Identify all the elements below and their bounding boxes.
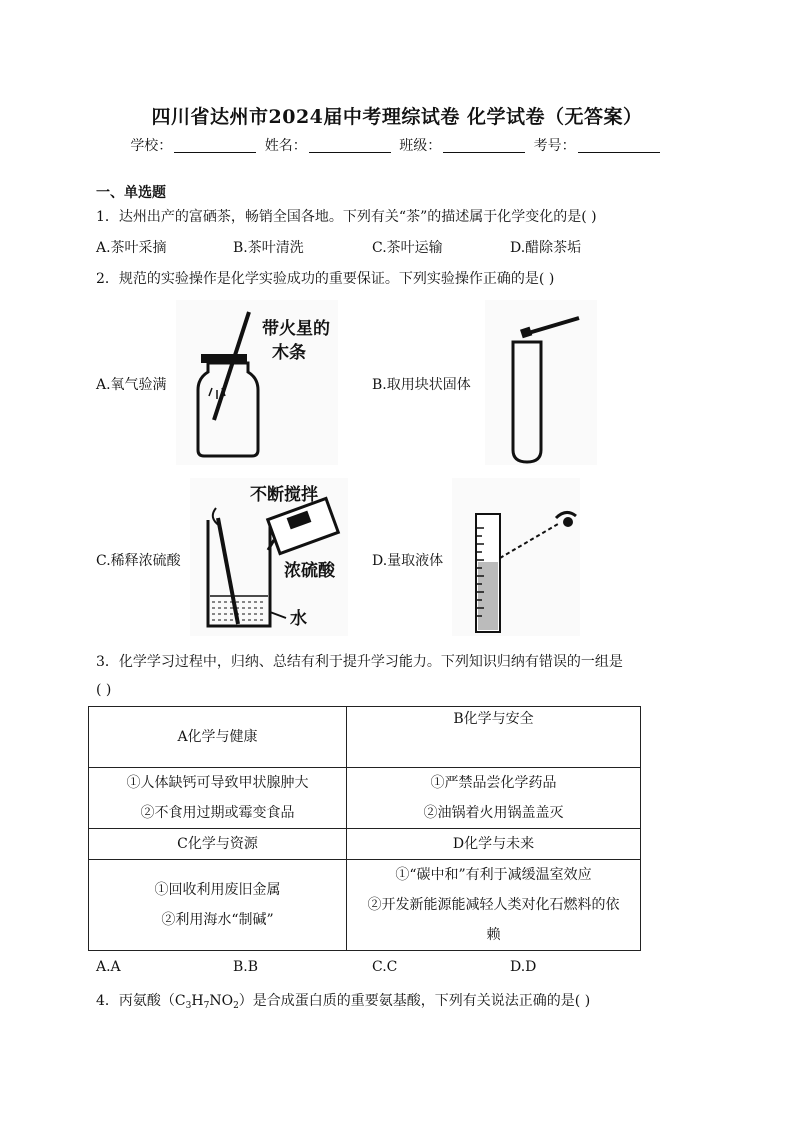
- cell-a-item-1: ①人体缺钙可导致甲状腺肿大: [126, 775, 309, 791]
- name-blank[interactable]: [309, 138, 391, 153]
- knowledge-table: [88, 706, 641, 951]
- q4-formula: [175, 993, 239, 1009]
- formula-o-sub: 2: [233, 1001, 239, 1011]
- fig-a-label-line1: 带火星的: [262, 319, 330, 339]
- q1-option-a[interactable]: A.茶叶采摘: [96, 240, 167, 256]
- name-label: 姓名：: [264, 138, 307, 154]
- cell-c-body: [89, 860, 347, 951]
- student-info-line: [0, 135, 794, 155]
- cell-b-body: [347, 768, 641, 829]
- fig-c-stir-label: 不断搅拌: [250, 485, 318, 505]
- q3-option-d[interactable]: D.D: [510, 959, 537, 975]
- q4-stem-pre: 4．丙氨酸（: [96, 993, 175, 1009]
- page-title: 四川省达州市2024届中考理综试卷 化学试卷（无答案）: [151, 106, 643, 128]
- formula-h: H: [191, 993, 204, 1009]
- q4-stem: [96, 990, 590, 1011]
- cell-b-item-1: ①严禁品尝化学药品: [430, 775, 557, 791]
- graduated-cylinder-figure: [452, 478, 580, 636]
- q2-option-d[interactable]: D.量取液体: [372, 553, 444, 569]
- q4-stem-post: ）是合成蛋白质的重要氨基酸，下列有关说法正确的是( ): [238, 993, 591, 1009]
- q2-option-b[interactable]: B.取用块状固体: [372, 377, 471, 393]
- q1-option-d[interactable]: D.醋除茶垢: [510, 240, 582, 256]
- q1-option-b[interactable]: B.茶叶清洗: [233, 240, 304, 256]
- q2-option-a[interactable]: A.氧气验满: [96, 377, 167, 393]
- class-blank[interactable]: [443, 138, 525, 153]
- exam-no-label: 考号：: [533, 138, 576, 154]
- cell-a-head: A化学与健康: [89, 707, 347, 768]
- section-heading: 一、单选题: [96, 185, 166, 201]
- formula-c: C: [174, 993, 186, 1009]
- cell-d-item-3: 赖: [486, 927, 501, 943]
- test-tube-figure: [485, 300, 597, 465]
- fig-a-label-line2: 木条: [272, 343, 306, 363]
- cell-a-item-2: ②不食用过期或霉变食品: [140, 805, 295, 821]
- q2-option-c[interactable]: C.稀释浓硫酸: [96, 553, 181, 569]
- cell-c-item-1: ①回收利用废旧金属: [154, 882, 281, 898]
- cell-d-body: [347, 860, 641, 951]
- fig-c-water-label: 水: [290, 609, 307, 629]
- school-label: 学校：: [130, 138, 173, 154]
- q3-paren: ( ): [96, 682, 112, 698]
- dilute-acid-figure: [190, 478, 348, 636]
- cell-c-head: C化学与资源: [89, 829, 347, 860]
- q1-option-c[interactable]: C.茶叶运输: [372, 240, 443, 256]
- q1-stem: 1．达州出产的富硒茶，畅销全国各地。下列有关“茶”的描述属于化学变化的是( ): [96, 209, 597, 225]
- class-label: 班级：: [399, 138, 442, 154]
- oxygen-test-figure: [176, 300, 338, 465]
- q2-stem: 2．规范的实验操作是化学实验成功的重要保证。下列实验操作正确的是( ): [96, 271, 555, 287]
- school-blank[interactable]: [174, 138, 256, 153]
- q3-option-b[interactable]: B.B: [233, 959, 259, 975]
- q3-option-a[interactable]: A.A: [96, 959, 121, 975]
- formula-no: NO: [209, 993, 234, 1009]
- cell-d-item-1: ①“碳中和”有利于减缓温室效应: [395, 867, 592, 883]
- cell-c-item-2: ②利用海水“制碱”: [161, 912, 274, 928]
- cell-b-item-2: ②油锅着火用锅盖盖灭: [423, 805, 564, 821]
- exam-no-blank[interactable]: [578, 138, 660, 153]
- formula-c-sub: 3: [185, 1001, 192, 1011]
- cell-d-item-2: ②开发新能源能减轻人类对化石燃料的依: [367, 897, 620, 913]
- cell-d-head: D化学与未来: [347, 829, 641, 860]
- cell-a-body: [89, 768, 347, 829]
- q3-option-c[interactable]: C.C: [372, 959, 398, 975]
- q3-stem: 3．化学学习过程中，归纳、总结有利于提升学习能力。下列知识归纳有错误的一组是: [96, 654, 623, 670]
- formula-h-sub: 7: [203, 1001, 210, 1011]
- cell-b-head: B化学与安全: [347, 707, 641, 768]
- fig-c-acid-label: 浓硫酸: [284, 561, 335, 581]
